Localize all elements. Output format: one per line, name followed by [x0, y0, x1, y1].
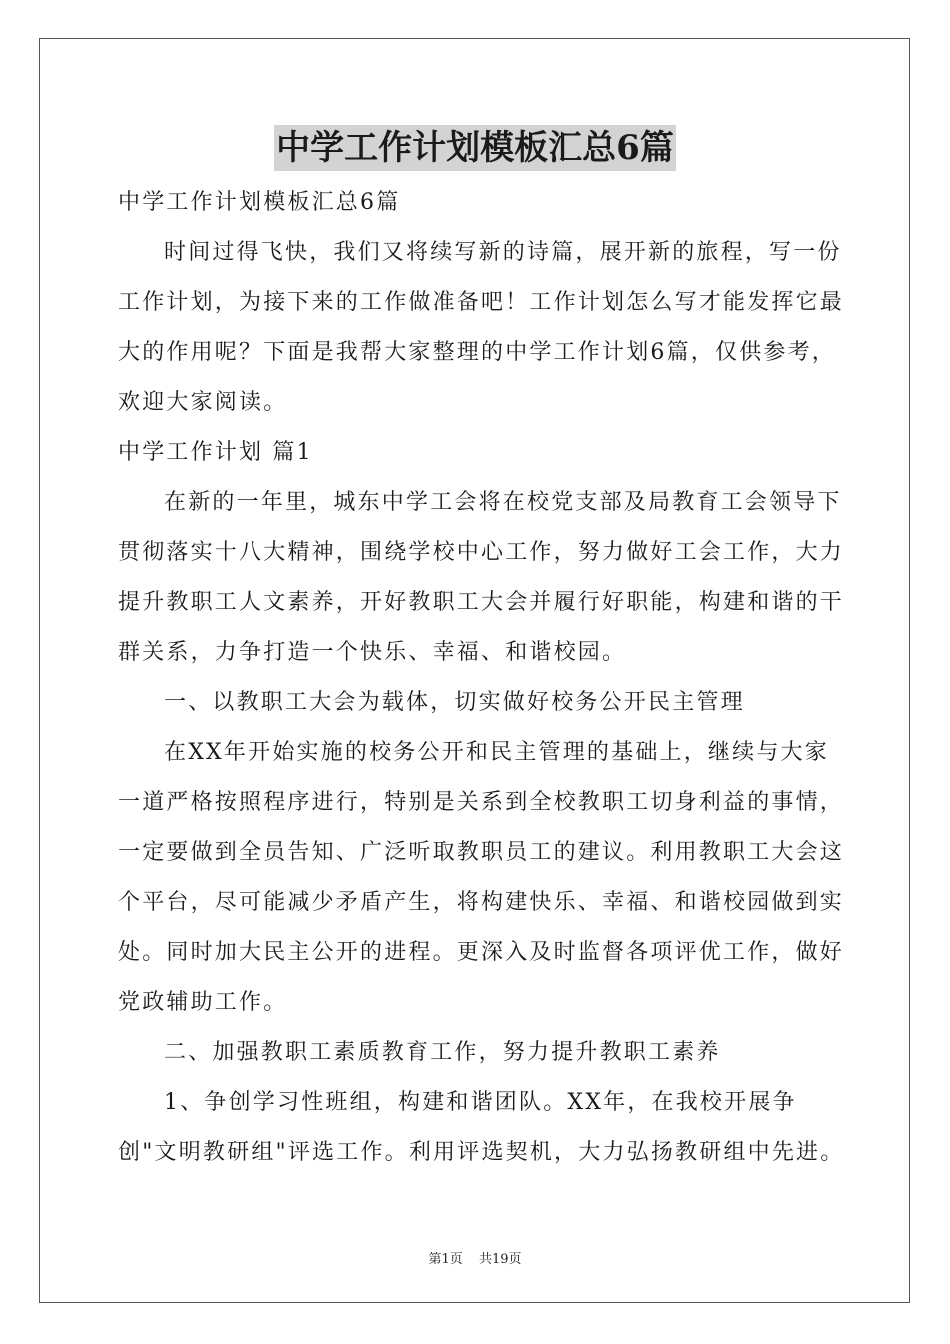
text-line: 群关系，力争打造一个快乐、幸福、和谐校园。 — [118, 640, 627, 665]
page-footer — [0, 1248, 950, 1267]
text-line: 创"文明教研组"评选工作。利用评选契机，大力弘扬教研组中先进。 — [118, 1140, 845, 1165]
text-line: 一、以教职工大会为载体，切实做好校务公开民主管理 — [164, 690, 745, 715]
text-line: 工作计划，为接下来的工作做准备吧！工作计划怎么写才能发挥它最 — [118, 290, 845, 315]
document-body — [118, 178, 845, 1178]
text-line: 一定要做到全员告知、广泛听取教职员工的建议。利用教职工大会这 — [118, 840, 845, 865]
text-line: 中学工作计划模板汇总6篇 — [118, 190, 401, 215]
text-line: 提升教职工人文素养，开好教职工大会并履行好职能，构建和谐的干 — [118, 590, 845, 615]
document-title: 中学工作计划模板汇总6篇 — [274, 125, 676, 171]
title-container — [0, 125, 950, 171]
text-line: 时间过得飞快，我们又将续写新的诗篇，展开新的旅程，写一份 — [164, 240, 842, 265]
text-line: 大的作用呢？下面是我帮大家整理的中学工作计划6篇，仅供参考， — [118, 340, 836, 365]
text-line: 处。同时加大民主公开的进程。更深入及时监督各项评优工作，做好 — [118, 940, 845, 965]
page-total: 共19页 — [478, 1252, 522, 1267]
text-line: 欢迎大家阅读。 — [118, 390, 288, 415]
page-number: 第1页 — [428, 1252, 463, 1267]
text-line: 二、加强教职工素质教育工作，努力提升教职工素养 — [164, 1040, 721, 1065]
text-line: 贯彻落实十八大精神，围绕学校中心工作，努力做好工会工作，大力 — [118, 540, 845, 565]
text-line: 在XX年开始实施的校务公开和民主管理的基础上，继续与大家 — [164, 740, 829, 765]
text-line: 1、争创学习性班组，构建和谐团队。XX年，在我校开展争 — [164, 1090, 797, 1115]
text-line: 在新的一年里，城东中学工会将在校党支部及局教育工会领导下 — [164, 490, 842, 515]
text-line: 党政辅助工作。 — [118, 990, 288, 1015]
text-line: 一道严格按照程序进行，特别是关系到全校教职工切身利益的事情， — [118, 790, 845, 815]
text-line: 中学工作计划 篇1 — [118, 440, 313, 465]
text-line: 个平台，尽可能减少矛盾产生，将构建快乐、幸福、和谐校园做到实 — [118, 890, 845, 915]
